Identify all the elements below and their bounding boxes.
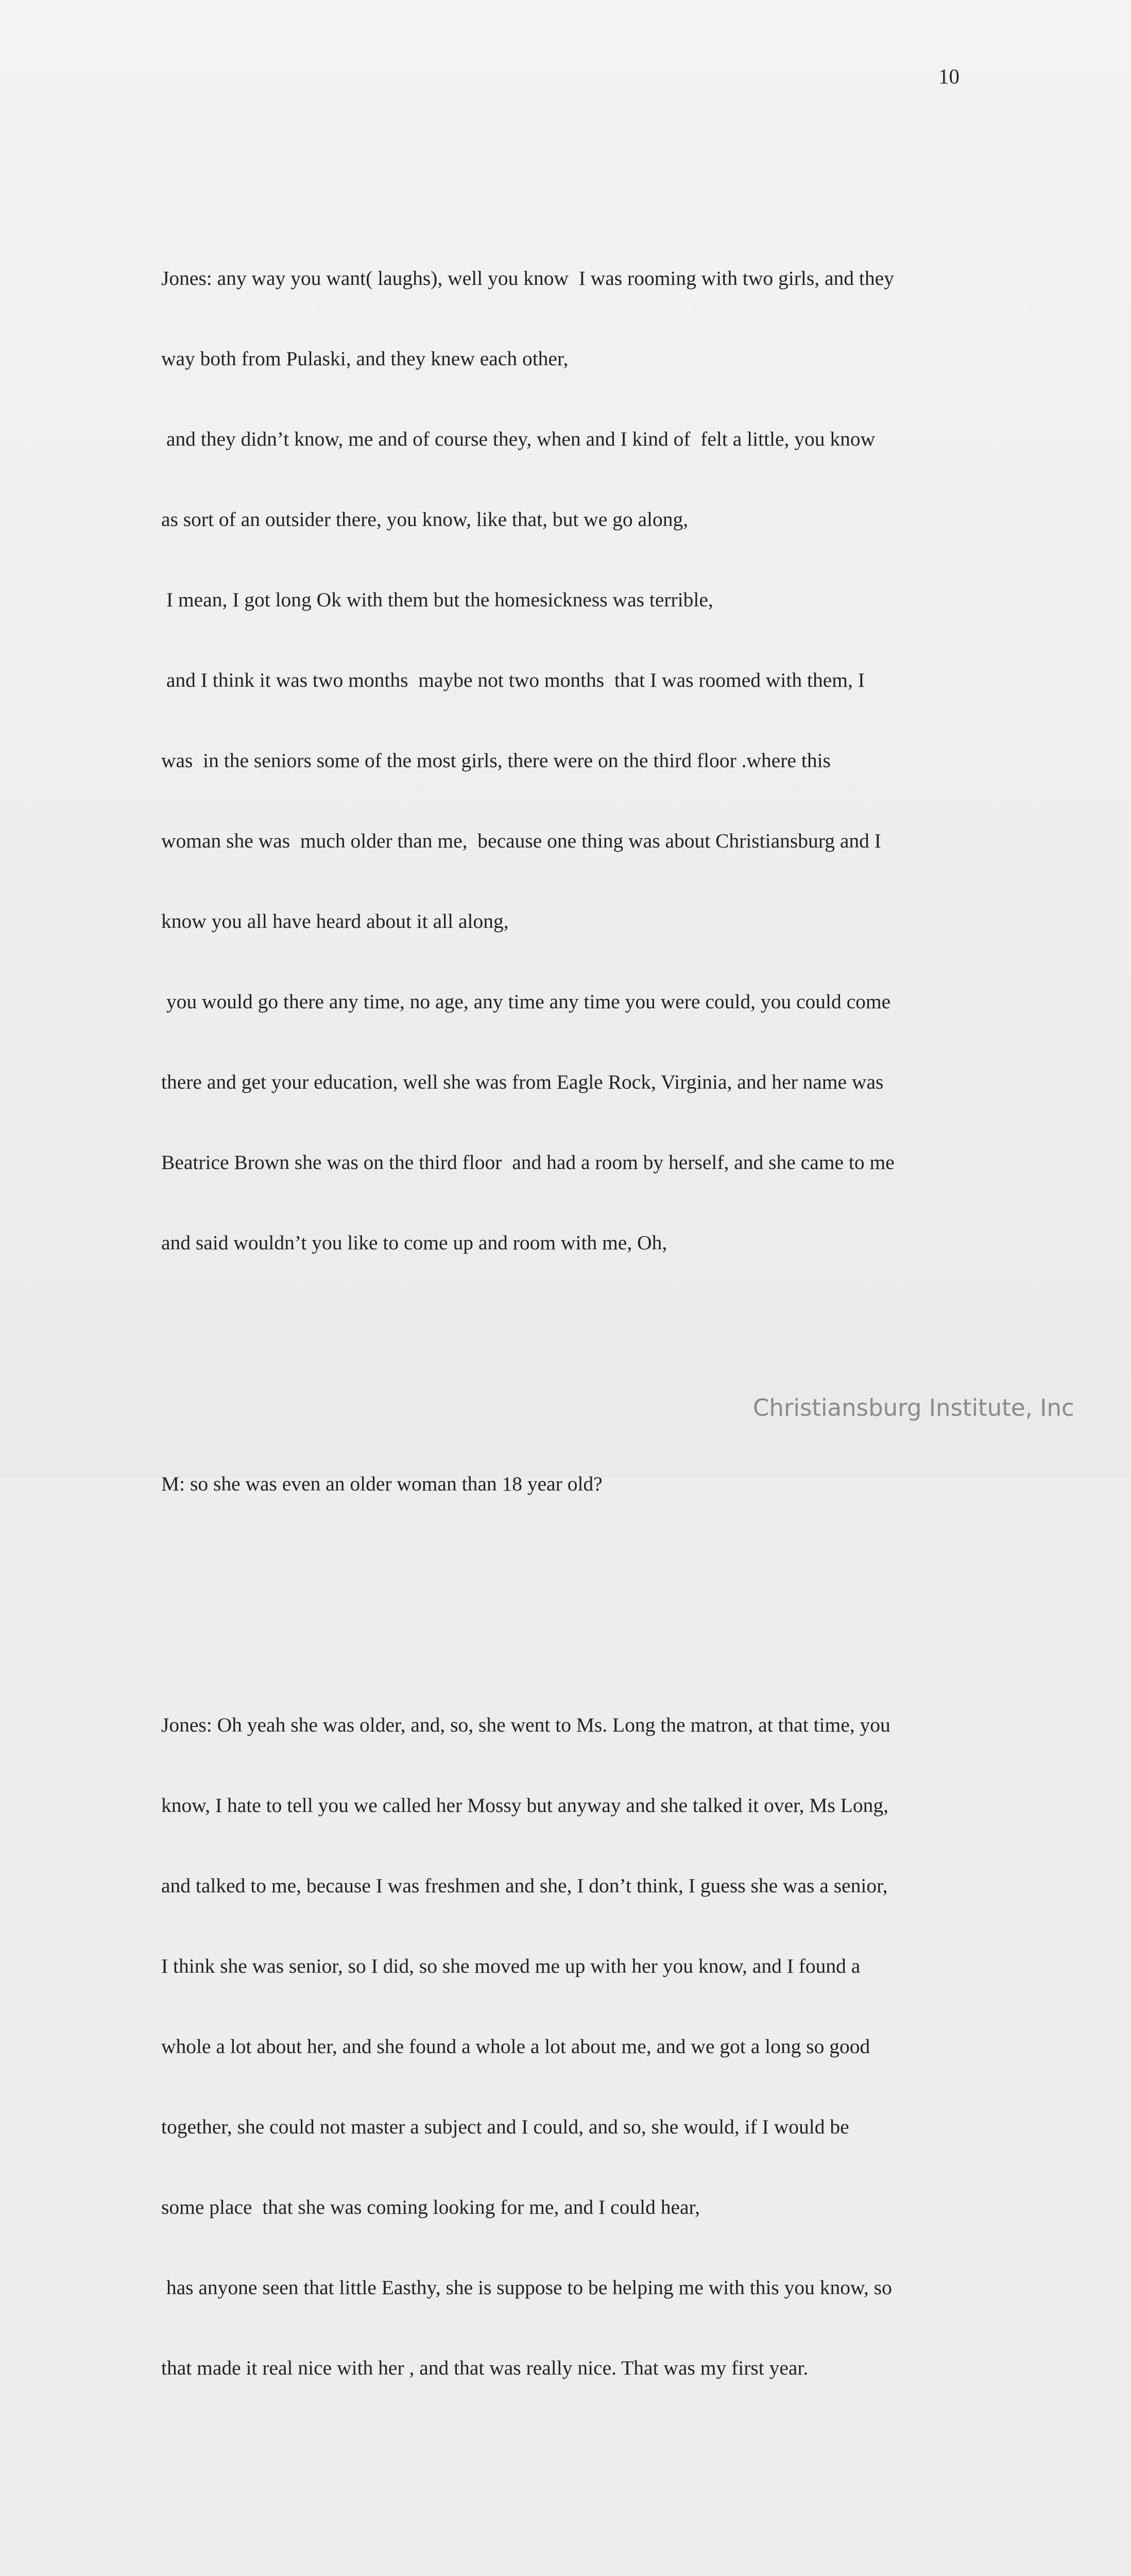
text-line: know, I hate to tell you we called her Mossy but anyway and she talked it over, Ms Long, xyxy=(161,1794,889,1817)
text-line: has anyone seen that little Easthy, she is suppose to be helping me with this you know, so xyxy=(161,2276,892,2299)
text-line: Beatrice Brown she was on the third floor and had a room by herself, and she came to me xyxy=(161,1151,895,1174)
text-line: there and get your education, well she was from Eagle Rock, Virginia, and her name was xyxy=(161,1071,884,1093)
text-line: I think she was senior, so I did, so she moved me up with her you know, and I found a xyxy=(161,1955,861,1977)
text-line: and said wouldn’t you like to come up and room with me, Oh, xyxy=(161,1231,667,1254)
text-line: way both from Pulaski, and they knew each other, xyxy=(161,347,569,370)
paragraph-k-question-first-day xyxy=(161,2542,972,2576)
interview-transcript xyxy=(161,131,972,2576)
text-line: Jones: any way you want( laughs), well you know I was rooming with two girls, and they xyxy=(161,267,894,290)
text-line: and talked to me, because I was freshmen and she, I don’t think, I guess she was a senior, xyxy=(161,1874,888,1897)
page-number: 10 xyxy=(938,64,959,88)
paragraph-m-question-age xyxy=(161,1417,972,1551)
text-line: M: so she was even an older woman than 18 year old? xyxy=(161,1472,603,1495)
text-line: and they didn’t know, me and of course they, when and I kind of felt a little, you know xyxy=(161,428,876,450)
text-line: you would go there any time, no age, any time any time you were could, you could come xyxy=(161,990,891,1013)
watermark-text: Christiansburg Institute, Inc xyxy=(753,1394,1074,1421)
paragraph-jones-rooming xyxy=(161,211,972,1310)
text-line: that made it real nice with her , and that was really nice. That was my first year. xyxy=(161,2357,809,2379)
text-line: together, she could not master a subject and I could, and so, she would, if I would be xyxy=(161,2115,849,2138)
text-line: woman she was much older than me, because one thing was about Christiansburg and I xyxy=(161,829,881,852)
text-line: was in the seniors some of the most girls, there were on the third floor .where this xyxy=(161,749,831,772)
text-line: and I think it was two months maybe not two months that I was roomed with them, I xyxy=(161,669,865,691)
text-line: I mean, I got long Ok with them but the homesickness was terrible, xyxy=(161,588,713,611)
text-line: as sort of an outsider there, you know, like that, but we go along, xyxy=(161,508,689,531)
text-line: Jones: Oh yeah she was older, and, so, she went to Ms. Long the matron, at that time, you xyxy=(161,1714,890,1736)
text-line: know you all have heard about it all along, xyxy=(161,910,509,933)
paragraph-jones-matron xyxy=(161,1658,972,2435)
text-line: some place that she was coming looking for me, and I could hear, xyxy=(161,2196,700,2218)
text-line: whole a lot about her, and she found a whole a lot about me, and we got a long so good xyxy=(161,2035,870,2058)
